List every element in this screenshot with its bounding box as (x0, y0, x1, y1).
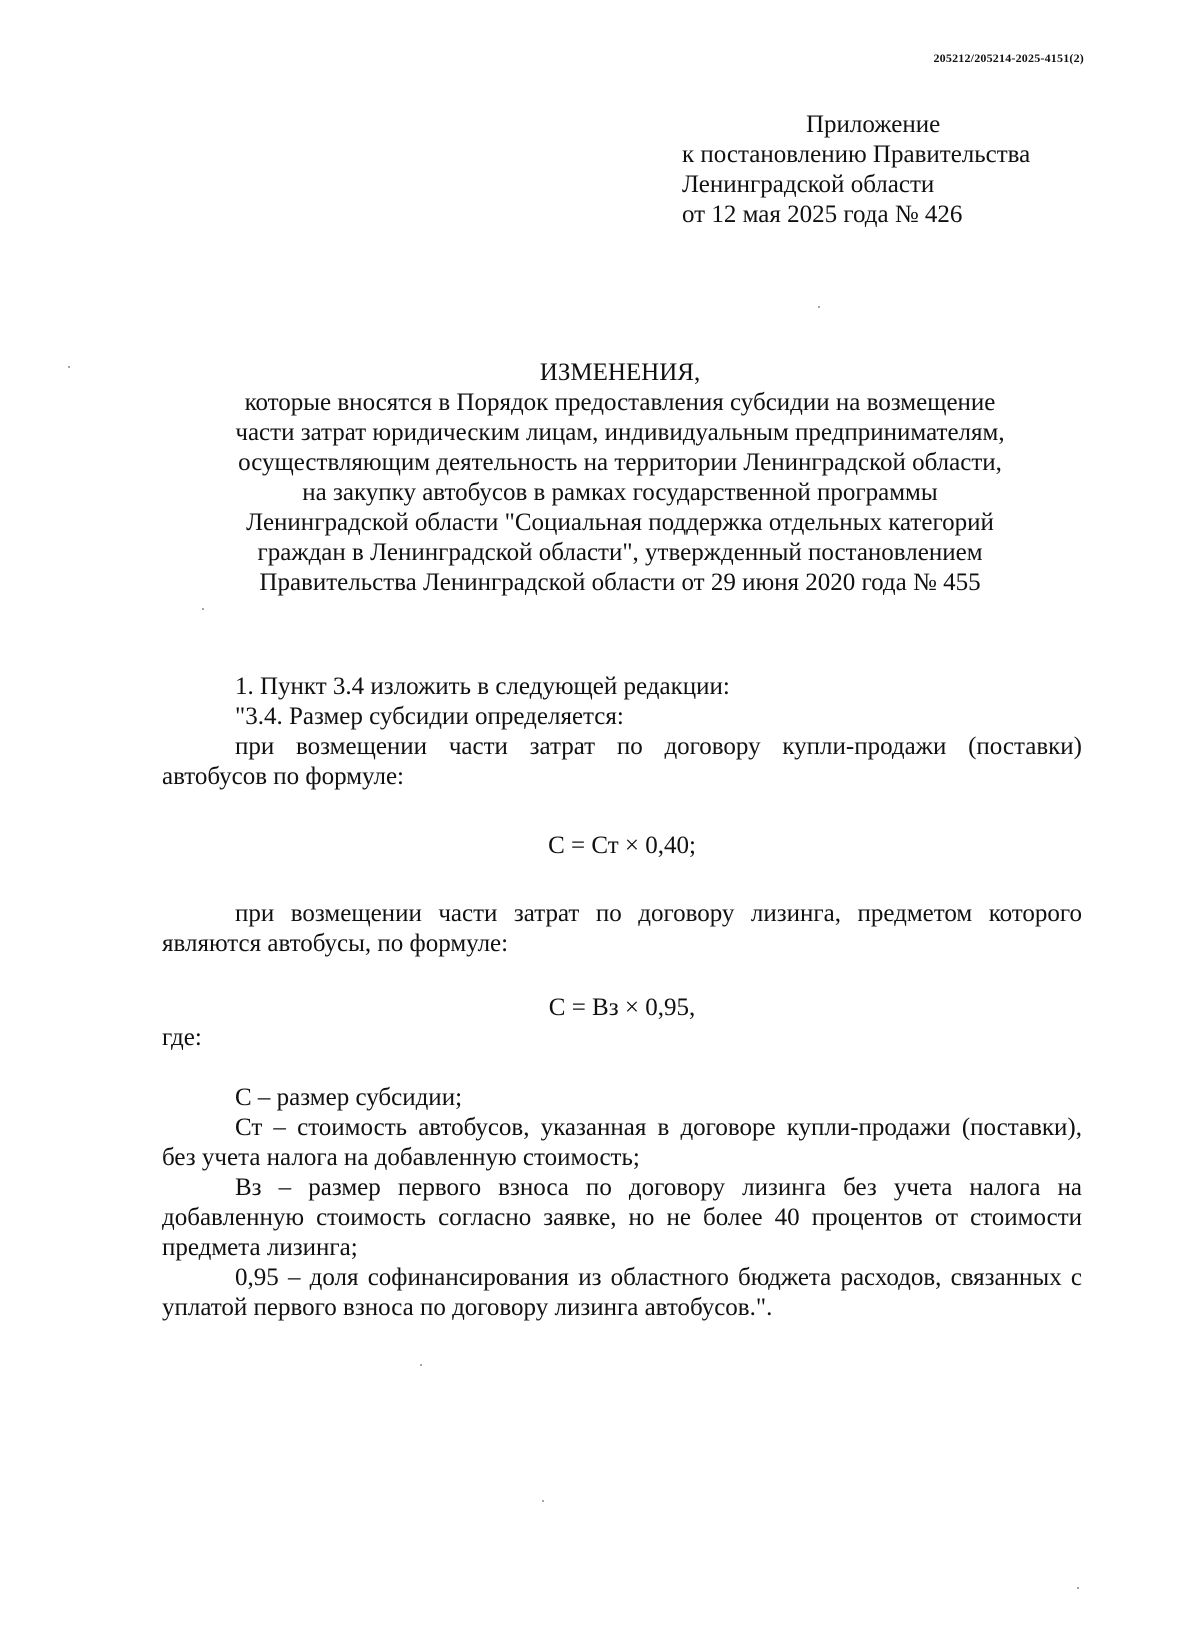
formula-leasing: С = Вз × 0,95, (548, 994, 696, 1021)
formula-purchase: С = Ст × 0,40; (548, 832, 696, 859)
heading-line: осуществляющим деятельность на территории Ленинградской области, (238, 449, 1002, 476)
appendix-line: к постановлению Правительства (682, 141, 1031, 168)
paragraph-leasing: при возмещении части затрат по договору лизинга, предметом которого являются автобусы, по формуле: (162, 900, 1082, 957)
definition-coefficient: 0,95 – доля софинансирования из областного бюджета расходов, связанных с уплатой первого взноса по договору лизинга автобусов.". (162, 1264, 1082, 1321)
scan-speck (202, 608, 204, 610)
scan-speck (542, 1500, 544, 1502)
definition-c: С – размер субсидии; (235, 1084, 463, 1111)
heading-line: которые вносятся в Порядок предоставления субсидии на возмещение (244, 389, 996, 416)
heading-line: части затрат юридическим лицам, индивидуальным предпринимателям, (235, 419, 1005, 446)
appendix-line: Ленинградской области (682, 171, 935, 198)
heading-line: граждан в Ленинградской области", утвержденный постановлением (257, 539, 983, 566)
document-heading (160, 358, 1080, 598)
heading-line: Правительства Ленинградской области от 29 июня 2020 года № 455 (259, 569, 981, 596)
where-label: где: (162, 1024, 202, 1051)
heading-title: ИЗМЕНЕНИЯ, (539, 359, 701, 386)
appendix-date-number: от 12 мая 2025 года № 426 (682, 201, 963, 228)
paragraph-item-1: 1. Пункт 3.4 изложить в следующей редакции: (235, 673, 730, 700)
document-id: 205212/205214-2025-4151(2) (933, 51, 1084, 65)
definition-ct: Ст – стоимость автобусов, указанная в договоре купли-продажи (поставки), без учета налога на добавленную стоимость; (162, 1114, 1082, 1171)
scan-speck (420, 1364, 422, 1366)
heading-line: Ленинградской области "Социальная поддержка отдельных категорий (246, 509, 994, 536)
document-body (162, 672, 1082, 1323)
heading-line: на закупку автобусов в рамках государственной программы (302, 479, 938, 506)
scan-speck (68, 366, 70, 368)
scan-speck (1077, 1587, 1079, 1589)
scan-speck (818, 306, 820, 308)
appendix-title: Приложение (806, 111, 941, 138)
appendix-block (682, 110, 1030, 230)
paragraph-quote-start: "3.4. Размер субсидии определяется: (235, 703, 624, 730)
spacer (162, 1053, 1082, 1083)
definition-vz: Вз – размер первого взноса по договору лизинга без учета налога на добавленную стоимость согласно заявке, но не более 40 процентов от стоимости предмета лизинга; (162, 1174, 1082, 1261)
paragraph-purchase: при возмещении части затрат по договору купли-продажи (поставки) автобусов по формуле: (162, 733, 1082, 790)
